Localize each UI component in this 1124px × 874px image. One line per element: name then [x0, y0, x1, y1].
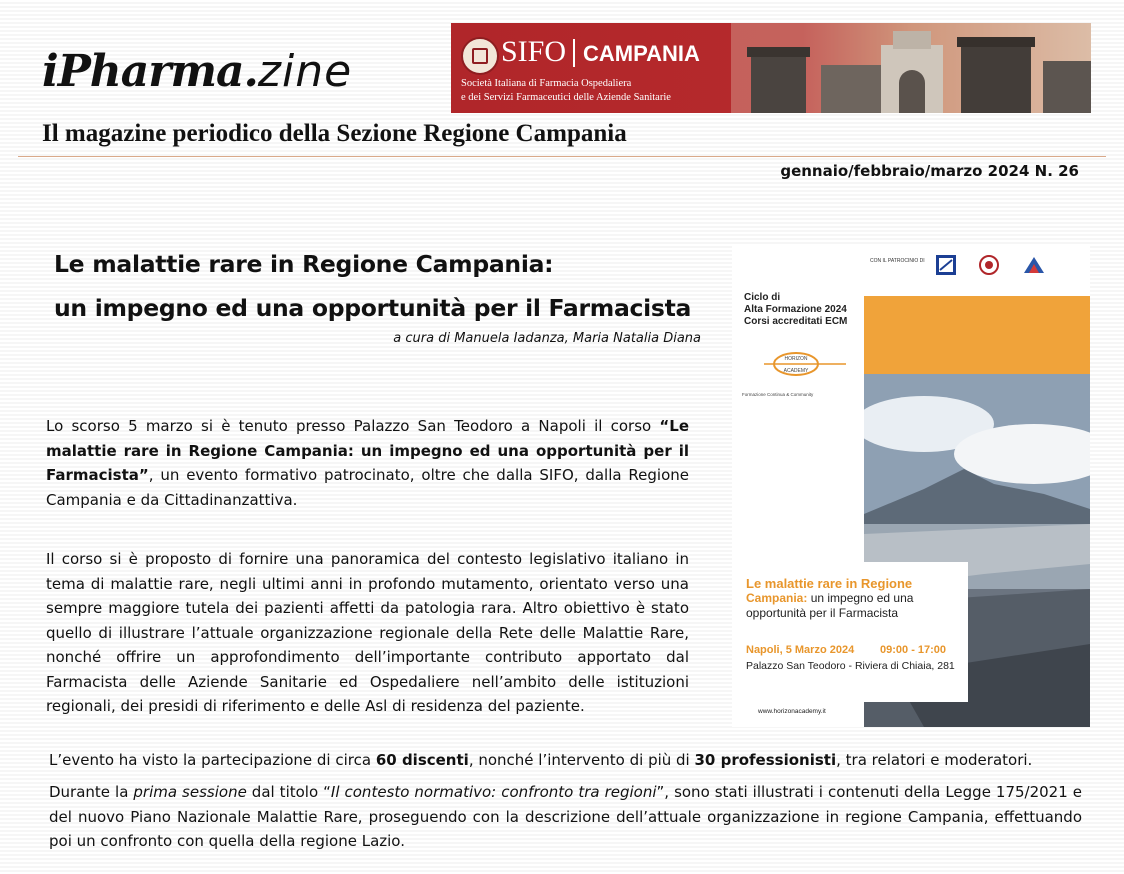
p3-text-e: , tra relatori e moderatori.: [836, 751, 1033, 769]
regione-campania-logo-icon: [934, 253, 958, 277]
p4-text-e: ”, sono stati illustrati i contenuti della Legge 175/2021 e del nuovo Piano Nazionale Malattie Rare, proseguendo con la descrizione dell’attuale organizzazione in regione Campania, effettuando poi un confronto con quella della regione Lazio.: [49, 783, 1082, 850]
p3-discenti: 60 discenti: [375, 751, 469, 769]
banner-region: CAMPANIA: [583, 41, 700, 66]
paragraph-3: [49, 748, 1082, 773]
poster-ciclo-line1: Ciclo di: [744, 292, 781, 303]
article-title-line2: un impegno ed una opportunità per il Farmacista: [54, 294, 692, 322]
banner-sifo: SIFO: [501, 35, 567, 68]
paragraph-4: [49, 780, 1082, 854]
p4-session-title: Il contesto normativo: confronto tra regioni: [330, 783, 657, 801]
logo-script: zine: [257, 46, 353, 97]
banner-separator: [573, 39, 575, 67]
poster-ciclo-line2: Alta Formazione 2024: [744, 304, 847, 315]
horizon-academy-logo-icon: [756, 349, 852, 379]
event-poster: [732, 246, 1090, 727]
cittadinanzattiva-logo-icon: [1022, 253, 1046, 277]
sifo-seal-small-icon: [977, 253, 1001, 277]
poster-title-rest: un impegno ed una: [807, 591, 914, 605]
p4-session: prima sessione: [133, 783, 247, 801]
banner-org-line1: Società Italiana di Farmacia Ospedaliera: [461, 78, 632, 89]
logo-main: iPharma.: [42, 46, 258, 97]
banner-org-line2: e dei Servizi Farmaceutici delle Aziende Sanitarie: [461, 92, 671, 103]
sifo-banner: [451, 23, 1091, 113]
header-divider: [18, 156, 1106, 157]
poster-title-lines: [746, 591, 913, 621]
p1-course-title: “Le malattie rare in Regione Campania: un impegno ed una opportunità per il Farmacista”: [46, 417, 689, 484]
paragraph-2: Il corso si è proposto di fornire una panoramica del contesto legislativo italiano in tema di malattie rare, negli ultimi anni in profondo mutamento, orientato verso una sempre maggiore tutela dei pazienti affetti da patologia rara. Altro obiettivo è stato quello di illustrare l’attuale organizzazione regionale della Rete delle Malattie Rare, nonché offrire un approfondimento dell’importante contributo apportato dal Farmacista delle Aziende Sanitarie ed Ospedaliere nell’ambito delle istituzioni regionali, dei presidi di riferimento e delle Asl di residenza del paziente.: [46, 550, 689, 715]
poster-title-line1: Le malattie rare in Regione: [746, 576, 913, 591]
p3-professionisti: 30 professionisti: [694, 751, 837, 769]
poster-title-accent: Campania:: [746, 591, 808, 605]
poster-place: Palazzo San Teodoro - Riviera di Chiaia, 281: [746, 660, 955, 672]
poster-title-line3: opportunità per il Farmacista: [746, 606, 899, 620]
sifo-seal-icon: [461, 37, 499, 75]
magazine-subtitle: Il magazine periodico della Sezione Regione Campania: [42, 120, 627, 147]
p4-text-c: dal titolo “: [246, 783, 331, 801]
poster-url: www.horizonacademy.it: [758, 708, 826, 715]
p1-text-a: Lo scorso 5 marzo si è tenuto presso Palazzo San Teodoro a Napoli il corso: [46, 417, 660, 435]
poster-tagline: Formazione Continua & Community: [742, 392, 814, 397]
article-title-line1: Le malattie rare in Regione Campania:: [54, 250, 554, 278]
issue-label: gennaio/febbraio/marzo 2024 N. 26: [780, 162, 1079, 180]
poster-date: Napoli, 5 Marzo 2024: [746, 644, 855, 656]
p3-text-c: , nonché l’intervento di più di: [468, 751, 695, 769]
castle-image: [731, 23, 1091, 113]
poster-time: 09:00 - 17:00: [880, 644, 947, 656]
academy-top-text: HORIZON: [784, 356, 808, 362]
poster-ciclo-line3: Corsi accreditati ECM: [744, 316, 848, 327]
paragraph-1: [46, 414, 689, 512]
p4-text-a: Durante la: [49, 783, 134, 801]
magazine-logo: [42, 46, 353, 97]
p3-text-a: L’evento ha visto la partecipazione di circa: [49, 751, 376, 769]
academy-bottom-text: ACADEMY: [783, 368, 809, 374]
poster-patrocinio: CON IL PATROCINIO DI: [870, 258, 925, 264]
article-author: a cura di Manuela Iadanza, Maria Natalia Diana: [393, 331, 701, 346]
poster-ciclo: [744, 292, 847, 328]
p1-text-b: , un evento formativo patrocinato, oltre che dalla SIFO, dalla Regione Campania e da Cittadinanzattiva.: [46, 466, 689, 509]
